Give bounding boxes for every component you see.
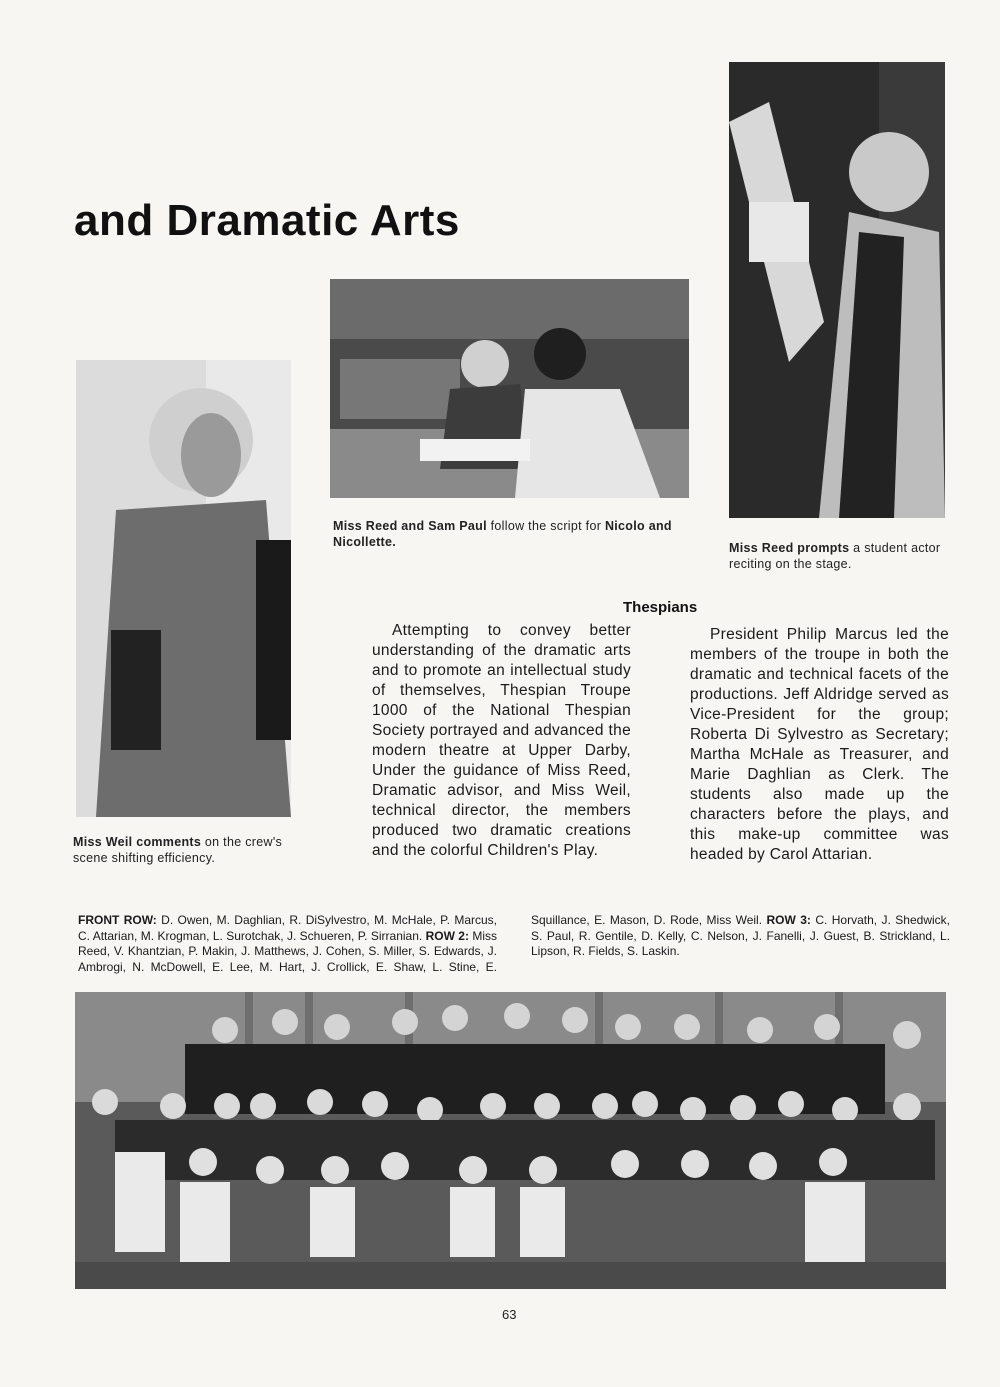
caption-miss-reed-prompts: Miss Reed prompts a student actor reciting on the stage. [729, 541, 941, 571]
article-column-2 [690, 625, 949, 865]
photo-thespian-group [75, 992, 946, 1289]
section-heading-thespians: Thespians [623, 599, 698, 616]
article-paragraph-2: President Philip Marcus led the members of the troupe in both the dramatic and technical facets of the productions. Jeff Aldridge served as Vice-President for the group; Roberta Di Sylvestro as Secretary; Martha McHale as Treasurer, and Marie Daghlian as Clerk. The students also made up the characters before the plays, and this make-up committee was headed by Carol Attarian. [690, 626, 949, 863]
article-paragraph-1: Attempting to convey better understanding of the dramatic arts and to promote an intellectual study of themselves, Thespian Troupe 1000 of the National Thespian Society portrayed and advanced the modern theatre at Upper Darby, Under the guidance of Miss Reed, Dramatic advisor, and Miss Weil, technical director, the members produced two dramatic creations and the colorful Children's Play. [372, 622, 631, 859]
photo-reed-and-paul [330, 279, 689, 498]
page-title: and Dramatic Arts [74, 196, 460, 245]
caption-miss-weil: Miss Weil comments on the crew's scene shifting efficiency. [73, 835, 283, 865]
caption-reed-and-paul: Miss Reed and Sam Paul follow the script for Nicolo and Nicollette. [333, 519, 672, 549]
article-column-1 [372, 621, 631, 861]
page-number: 63 [502, 1307, 517, 1322]
photo-miss-reed-prompts [729, 62, 945, 518]
group-roster: FRONT ROW: D. Owen, M. Daghlian, R. DiSylvestro, M. McHale, P. Marcus, C. Attarian, M. Krogman, L. Surotchak, J. Schueren, P. Sirranian. ROW 2: Miss Reed, V. Khantzian, P. Makin, J. Matthews, J. Cohen, S. Miller, S. Edwards, J. Ambrogi, N. McDowell, E. Lee, M. Hart, J. Crollick, E. Shaw, L. Stine, E. Squillance, E. Mason, D. Rode, Miss Weil. ROW 3: C. Horvath, J. Shedwick, S. Paul, R. Gentile, D. Kelly, C. Nelson, J. Fanelli, J. Guest, B. Strickland, L. Lipson, R. Fields, S. Laskin. [78, 913, 950, 974]
photo-miss-weil [76, 360, 291, 817]
